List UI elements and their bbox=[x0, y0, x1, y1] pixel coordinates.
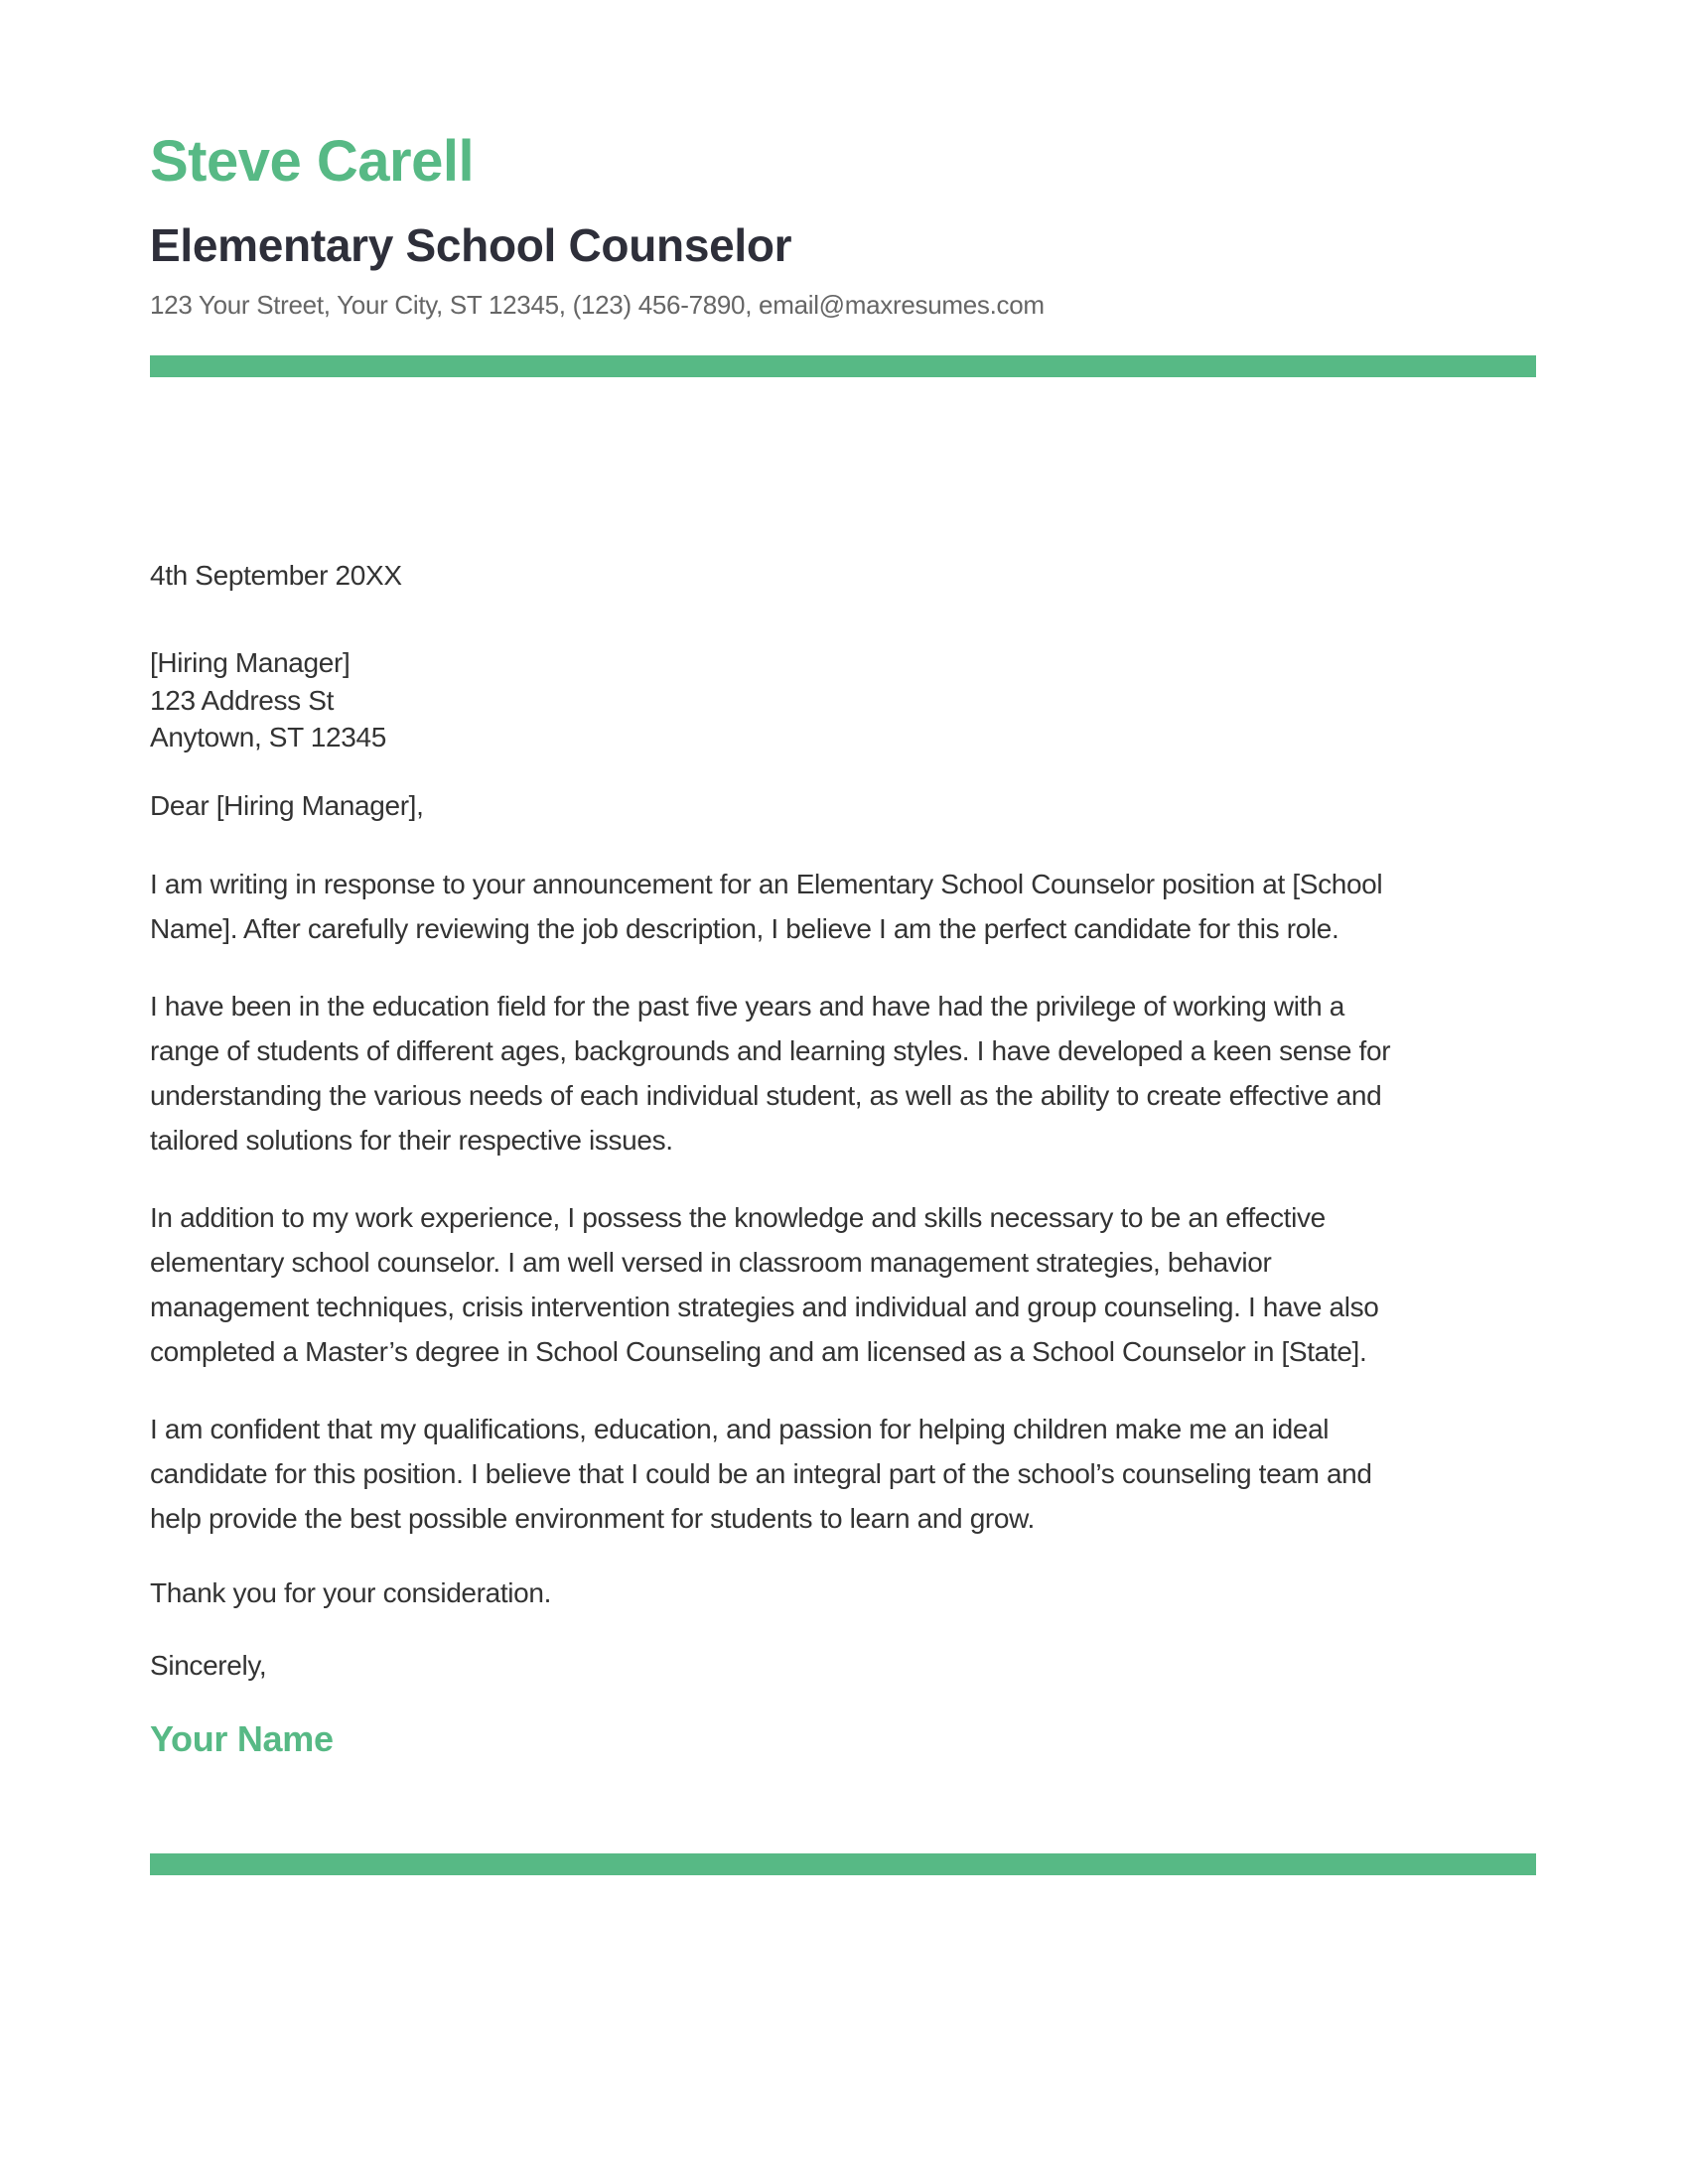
contact-info: 123 Your Street, Your City, ST 12345, (123) 456-7890, email@maxresumes.com bbox=[150, 290, 1045, 320]
paragraph-line: I am writing in response to your announcement for an Elementary School Counselor position at [School bbox=[150, 869, 1383, 899]
footer-divider bbox=[150, 1853, 1536, 1875]
paragraph-line: help provide the best possible environment for students to learn and grow. bbox=[150, 1503, 1035, 1534]
closing: Sincerely, bbox=[150, 1650, 267, 1681]
signature-name: Your Name bbox=[150, 1718, 334, 1759]
applicant-name: Steve Carell bbox=[150, 129, 475, 194]
paragraph-line: In addition to my work experience, I possess the knowledge and skills necessary to be an effective bbox=[150, 1202, 1326, 1233]
paragraph-line: tailored solutions for their respective issues. bbox=[150, 1125, 673, 1156]
paragraph bbox=[150, 862, 1540, 951]
paragraph bbox=[150, 1195, 1540, 1374]
header-divider bbox=[150, 355, 1536, 377]
job-title: Elementary School Counselor bbox=[150, 219, 792, 271]
paragraph-line: range of students of different ages, backgrounds and learning styles. I have developed a keen sense for bbox=[150, 1035, 1391, 1066]
paragraph-line: I have been in the education field for the past five years and have had the privilege of working with a bbox=[150, 991, 1344, 1022]
recipient-address-line2: Anytown, ST 12345 bbox=[150, 722, 386, 752]
recipient-address-line1: 123 Address St bbox=[150, 684, 335, 716]
thanks-line: Thank you for your consideration. bbox=[150, 1577, 552, 1608]
paragraph-line: understanding the various needs of each individual student, as well as the ability to create effective and bbox=[150, 1080, 1382, 1111]
recipient-block bbox=[150, 644, 386, 756]
paragraph-line: I am confident that my qualifications, education, and passion for helping children make me an ideal bbox=[150, 1414, 1330, 1444]
letter-date: 4th September 20XX bbox=[150, 560, 402, 591]
salutation: Dear [Hiring Manager], bbox=[150, 790, 424, 821]
paragraph bbox=[150, 1407, 1540, 1541]
paragraph bbox=[150, 984, 1540, 1162]
paragraph-line: completed a Master’s degree in School Counseling and am licensed as a School Counselor in [State]. bbox=[150, 1336, 1367, 1367]
paragraph-line: Name]. After carefully reviewing the job description, I believe I am the perfect candidate for this role. bbox=[150, 913, 1339, 944]
paragraph-line: elementary school counselor. I am well versed in classroom management strategies, behavior bbox=[150, 1247, 1272, 1278]
recipient-name: [Hiring Manager] bbox=[150, 647, 351, 678]
letter-body bbox=[150, 862, 1540, 1573]
paragraph-line: candidate for this position. I believe that I could be an integral part of the school’s counseling team and bbox=[150, 1458, 1372, 1489]
paragraph-line: management techniques, crisis intervention strategies and individual and group counseling. I have also bbox=[150, 1292, 1379, 1322]
